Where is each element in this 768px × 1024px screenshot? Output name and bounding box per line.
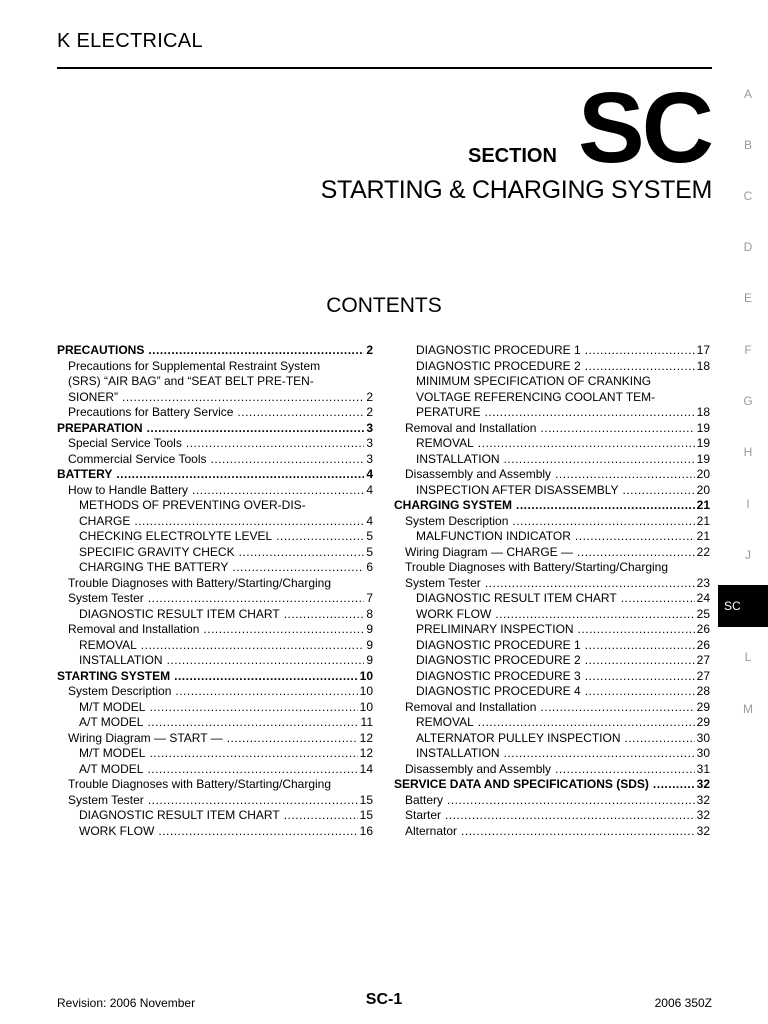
toc-entry[interactable] [57, 514, 373, 530]
toc-entry[interactable] [57, 607, 373, 623]
toc-entry-page: 10 [359, 668, 373, 683]
toc-entry-title: System Description [405, 513, 509, 528]
toc-leader-dots [175, 684, 357, 700]
toc-entry-title: DIAGNOSTIC PROCEDURE 4 [416, 684, 581, 698]
toc-entry-title: REMOVAL [416, 715, 474, 729]
toc-entry-page: 12 [359, 746, 373, 760]
toc-leader-dots [484, 405, 694, 421]
toc-entry[interactable] [394, 374, 710, 390]
toc-entry-page: 4 [366, 513, 373, 528]
toc-entry-title: DIAGNOSTIC RESULT ITEM CHART [79, 808, 280, 822]
toc-entry-page: 22 [696, 544, 710, 559]
toc-leader-dots [540, 421, 694, 437]
header-rule [57, 67, 712, 69]
toc-entry-title: STARTING SYSTEM [57, 668, 171, 683]
toc-entry[interactable] [394, 560, 710, 576]
toc-entry[interactable] [394, 359, 710, 375]
toc-entry[interactable] [394, 793, 710, 809]
toc-leader-dots [149, 700, 357, 716]
toc-entry[interactable] [394, 638, 710, 654]
section-index-letter[interactable]: J [745, 548, 751, 562]
toc-leader-dots [585, 684, 695, 700]
contents-heading: CONTENTS [326, 294, 442, 317]
toc-entry[interactable] [394, 653, 710, 669]
toc-entry[interactable] [394, 421, 710, 437]
section-index-letter[interactable]: L [744, 650, 752, 664]
toc-entry-title: MINIMUM SPECIFICATION OF CRANKING [416, 374, 652, 388]
toc-entry-page: 32 [696, 792, 710, 807]
toc-leader-dots [237, 405, 364, 421]
toc-entry-page: 21 [696, 529, 710, 543]
toc-entry-title: System Tester [405, 575, 481, 590]
toc-leader-dots [147, 715, 358, 731]
toc-entry-page: 19 [696, 451, 710, 466]
footer-page-number: SC-1 [365, 991, 403, 1008]
footer-revision: Revision: 2006 November [57, 996, 196, 1010]
toc-leader-dots [577, 545, 695, 561]
toc-entry[interactable] [394, 483, 710, 499]
toc-entry[interactable] [394, 591, 710, 607]
toc-entry[interactable] [57, 638, 373, 654]
toc-entry-page: 9 [366, 653, 373, 667]
toc-entry-page: 25 [696, 606, 710, 621]
toc-entry[interactable] [57, 529, 373, 545]
toc-leader-dots [148, 343, 364, 359]
toc-entry[interactable] [57, 653, 373, 669]
toc-entry[interactable] [57, 793, 373, 809]
toc-leader-dots [516, 498, 695, 514]
toc-entry[interactable] [394, 390, 710, 406]
toc-entry[interactable] [57, 498, 373, 514]
section-index-letter[interactable]: B [743, 138, 752, 152]
toc-entry[interactable] [394, 684, 710, 700]
toc-entry-title: INSTALLATION [79, 653, 163, 667]
toc-entry-title: System Tester [68, 792, 144, 807]
toc-leader-dots [585, 669, 695, 685]
toc-entry[interactable] [57, 746, 373, 762]
toc-entry[interactable] [57, 467, 373, 483]
toc-entry-title: CHARGING SYSTEM [394, 498, 513, 512]
toc-leader-dots [211, 452, 365, 468]
toc-entry[interactable] [57, 343, 373, 359]
section-index-letter[interactable]: C [743, 189, 753, 203]
toc-leader-dots [555, 762, 695, 778]
toc-entry-title: DIAGNOSTIC PROCEDURE 2 [416, 358, 581, 373]
toc-entry-title: REMOVAL [416, 436, 474, 450]
toc-entry-title: DIAGNOSTIC PROCEDURE 3 [416, 668, 581, 683]
toc-entry[interactable] [394, 343, 710, 359]
toc-leader-dots [203, 622, 364, 638]
toc-entry[interactable] [394, 700, 710, 716]
toc-entry-page: 31 [696, 761, 710, 776]
toc-entry-title: VOLTAGE REFERENCING COOLANT TEM- [416, 389, 656, 404]
toc-entry-title: A/T MODEL [79, 761, 144, 776]
toc-leader-dots [134, 514, 364, 530]
toc-entry[interactable] [57, 669, 373, 685]
toc-entry-page: 17 [696, 343, 710, 357]
section-label: SECTION [468, 145, 557, 167]
toc-entry[interactable] [57, 390, 373, 406]
toc-entry-page: 19 [696, 420, 710, 435]
toc-entry-page: 11 [360, 715, 373, 729]
toc-entry-title: Wiring Diagram — START — [68, 730, 223, 745]
toc-entry-page: 16 [359, 823, 373, 838]
toc-left-column [57, 343, 373, 839]
toc-entry-page: 26 [696, 637, 710, 652]
toc-entry-page: 2 [366, 389, 373, 404]
toc-entry-page: 10 [359, 699, 373, 714]
toc-leader-dots [284, 808, 358, 824]
toc-leader-dots [148, 793, 358, 809]
toc-entry-title: System Tester [68, 591, 144, 605]
toc-entry-title: Disassembly and Assembly [405, 761, 552, 776]
toc-entry-title: ALTERNATOR PULLEY INSPECTION [416, 730, 621, 745]
toc-entry-title: Removal and Installation [405, 699, 537, 714]
section-code: SC [578, 72, 711, 184]
toc-leader-dots [540, 700, 694, 716]
toc-entry-title: METHODS OF PREVENTING OVER-DIS- [79, 498, 306, 512]
toc-right-column [394, 343, 710, 839]
toc-entry[interactable] [394, 405, 710, 421]
toc-entry[interactable] [394, 607, 710, 623]
toc-entry-page: 3 [366, 420, 373, 435]
toc-leader-dots [512, 514, 694, 530]
toc-entry[interactable] [394, 514, 710, 530]
toc-entry-title: PRECAUTIONS [57, 343, 145, 357]
toc-leader-dots [578, 622, 695, 638]
toc-entry-title: Special Service Tools [68, 436, 182, 450]
toc-leader-dots [239, 545, 365, 561]
toc-entry-page: 2 [366, 343, 373, 357]
toc-entry-title: Trouble Diagnoses with Battery/Starting/Charging [68, 777, 332, 791]
toc-entry-title: (SRS) “AIR BAG” and “SEAT BELT PRE-TEN- [68, 374, 314, 388]
toc-entry-title: Battery [405, 792, 444, 807]
toc-entry[interactable] [394, 762, 710, 778]
toc-leader-dots [575, 529, 695, 545]
toc-entry[interactable] [394, 467, 710, 483]
toc-leader-dots [227, 731, 358, 747]
toc-entry-title: REMOVAL [79, 637, 137, 652]
toc-leader-dots [186, 436, 364, 452]
toc-entry-title: Removal and Installation [405, 420, 537, 435]
toc-entry-title: WORK FLOW [79, 823, 155, 838]
toc-entry[interactable] [394, 824, 710, 840]
toc-entry[interactable] [394, 622, 710, 638]
toc-leader-dots [147, 762, 357, 778]
toc-entry-page: 8 [366, 606, 373, 621]
toc-entry-page: 6 [366, 560, 373, 574]
toc-entry[interactable] [57, 545, 373, 561]
toc-entry[interactable] [57, 731, 373, 747]
toc-entry-title: Trouble Diagnoses with Battery/Starting/Charging [68, 575, 332, 590]
toc-entry-page: 21 [696, 513, 710, 528]
toc-entry-page: 30 [696, 730, 710, 745]
toc-entry-page: 32 [696, 823, 710, 838]
toc-entry-page: 10 [359, 684, 373, 698]
toc-entry-title: M/T MODEL [79, 746, 146, 760]
toc-entry[interactable] [57, 777, 373, 793]
toc-entry-title: System Description [68, 684, 172, 698]
toc-entry-page: 27 [696, 653, 710, 667]
toc-entry[interactable] [57, 700, 373, 716]
toc-entry[interactable] [57, 359, 373, 375]
toc-leader-dots [585, 343, 695, 359]
toc-entry-page: 4 [366, 467, 373, 481]
toc-entry[interactable] [57, 591, 373, 607]
toc-leader-dots [232, 560, 364, 576]
toc-entry-title: INSPECTION AFTER DISASSEMBLY [416, 482, 619, 497]
toc-entry-page: 5 [366, 544, 373, 559]
toc-entry-page: 27 [696, 668, 710, 683]
toc-entry[interactable] [394, 715, 710, 731]
toc-entry-title: Alternator [405, 823, 458, 838]
toc-entry-page: 21 [696, 498, 710, 512]
toc-entry-page: 15 [359, 792, 373, 807]
toc-leader-dots [167, 653, 365, 669]
toc-entry[interactable] [394, 498, 710, 514]
section-index-active-tab[interactable]: SC [718, 585, 768, 627]
toc-entry-page: 5 [366, 529, 373, 543]
toc-entry-page: 19 [696, 436, 710, 450]
toc-entry-title: MALFUNCTION INDICATOR [416, 529, 571, 543]
toc-entry-page: 2 [366, 405, 373, 419]
toc-entry-title: PREPARATION [57, 420, 143, 435]
toc-entry-page: 15 [359, 808, 373, 822]
toc-leader-dots [585, 359, 695, 375]
toc-leader-dots [653, 777, 695, 793]
toc-leader-dots [495, 607, 694, 623]
toc-entry-page: 9 [366, 622, 373, 636]
toc-entry[interactable] [57, 762, 373, 778]
toc-entry[interactable] [57, 374, 373, 390]
toc-entry[interactable] [57, 560, 373, 576]
toc-entry-title: SERVICE DATA AND SPECIFICATIONS (SDS) [394, 777, 649, 791]
toc-entry-page: 28 [696, 684, 710, 698]
toc-entry[interactable] [57, 824, 373, 840]
toc-entry-page: 24 [696, 591, 710, 605]
toc-leader-dots [149, 746, 357, 762]
toc-entry[interactable] [394, 452, 710, 468]
section-index-letter[interactable]: E [743, 291, 752, 305]
toc-leader-dots [445, 808, 695, 824]
section-index-letter[interactable]: M [743, 702, 753, 716]
toc-leader-dots [504, 452, 695, 468]
toc-entry-page: 18 [696, 405, 710, 419]
section-index-tabs [728, 0, 768, 1024]
toc-entry-page: 7 [366, 591, 373, 605]
toc-entry-title: SPECIFIC GRAVITY CHECK [79, 544, 235, 559]
toc-entry[interactable] [394, 576, 710, 592]
toc-entry-page: 9 [366, 637, 373, 652]
toc-leader-dots [116, 467, 364, 483]
toc-entry-page: 20 [696, 482, 710, 497]
toc-entry-title: WORK FLOW [416, 606, 492, 621]
toc-entry-title: BATTERY [57, 467, 113, 481]
toc-leader-dots [478, 436, 695, 452]
toc-entry-page: 14 [359, 761, 373, 776]
toc-leader-dots [585, 653, 695, 669]
toc-entry-title: DIAGNOSTIC PROCEDURE 1 [416, 637, 581, 652]
section-title: STARTING & CHARGING SYSTEM [320, 176, 712, 204]
toc-leader-dots [158, 824, 357, 840]
toc-entry-title: PERATURE [416, 405, 481, 419]
toc-entry[interactable] [57, 421, 373, 437]
toc-entry-page: 32 [696, 808, 710, 822]
toc-entry-title: Precautions for Supplemental Restraint System [68, 358, 321, 373]
toc-leader-dots [585, 638, 695, 654]
toc-entry-title: A/T MODEL [79, 715, 144, 729]
toc-entry-title: DIAGNOSTIC RESULT ITEM CHART [79, 606, 280, 621]
toc-leader-dots [284, 607, 365, 623]
toc-entry-page: 20 [696, 467, 710, 481]
toc-entry-title: CHARGE [79, 513, 131, 528]
toc-leader-dots [478, 715, 695, 731]
toc-leader-dots [141, 638, 365, 654]
toc-entry[interactable] [57, 483, 373, 499]
toc-leader-dots [555, 467, 695, 483]
toc-entry-page: 29 [696, 699, 710, 714]
toc-entry[interactable] [57, 808, 373, 824]
toc-leader-dots [504, 746, 695, 762]
toc-entry[interactable] [394, 436, 710, 452]
toc-leader-dots [625, 731, 695, 747]
section-index-letter[interactable]: I [746, 497, 750, 511]
section-index-letter[interactable]: G [743, 394, 753, 408]
toc-entry-title: INSTALLATION [416, 451, 500, 466]
toc-entry-page: 26 [696, 622, 710, 636]
toc-entry-title: CHECKING ELECTROLYTE LEVEL [79, 529, 273, 543]
toc-entry[interactable] [57, 576, 373, 592]
toc-entry-title: How to Handle Battery [68, 482, 189, 497]
toc-entry-page: 3 [366, 436, 373, 450]
toc-entry-page: 29 [696, 715, 710, 729]
toc-entry[interactable] [394, 731, 710, 747]
toc-entry-title: Trouble Diagnoses with Battery/Starting/Charging [405, 560, 669, 574]
toc-entry[interactable] [57, 684, 373, 700]
toc-entry-page: 18 [696, 358, 710, 373]
toc-entry-title: DIAGNOSTIC PROCEDURE 2 [416, 653, 581, 667]
toc-entry[interactable] [394, 545, 710, 561]
toc-entry[interactable] [394, 777, 710, 793]
toc-entry-page: 32 [696, 777, 710, 791]
toc-entry-page: 4 [366, 482, 373, 497]
toc-entry[interactable] [57, 622, 373, 638]
toc-entry-title: INSTALLATION [416, 746, 500, 760]
toc-entry-title: M/T MODEL [79, 699, 146, 714]
toc-leader-dots [122, 390, 364, 406]
toc-leader-dots [447, 793, 695, 809]
toc-leader-dots [148, 591, 365, 607]
toc-entry[interactable] [394, 746, 710, 762]
toc-entry-title: Removal and Installation [68, 622, 200, 636]
toc-entry[interactable] [57, 452, 373, 468]
toc-entry-title: Commercial Service Tools [68, 451, 207, 466]
toc-entry[interactable] [57, 405, 373, 421]
toc-leader-dots [192, 483, 364, 499]
toc-leader-dots [621, 591, 695, 607]
toc-entry[interactable] [57, 715, 373, 731]
toc-entry-title: Precautions for Battery Service [68, 405, 234, 419]
section-group-title: K ELECTRICAL [57, 30, 203, 52]
section-index-letter[interactable]: D [743, 240, 753, 254]
toc-entry-page: 3 [366, 451, 373, 466]
toc-entry-page: 12 [359, 730, 373, 745]
toc-leader-dots [147, 421, 365, 437]
toc-leader-dots [485, 576, 695, 592]
toc-entry-title: PRELIMINARY INSPECTION [416, 622, 574, 636]
toc-entry-title: DIAGNOSTIC RESULT ITEM CHART [416, 591, 617, 605]
toc-entry[interactable] [394, 529, 710, 545]
toc-entry-title: Starter [405, 808, 442, 822]
toc-entry[interactable] [394, 669, 710, 685]
toc-entry[interactable] [57, 436, 373, 452]
toc-entry[interactable] [394, 808, 710, 824]
section-index-letter[interactable]: H [743, 445, 753, 459]
toc-leader-dots [461, 824, 695, 840]
toc-entry-title: Disassembly and Assembly [405, 467, 552, 481]
toc-entry-title: Wiring Diagram — CHARGE — [405, 544, 574, 559]
toc-entry-page: 23 [696, 575, 710, 590]
toc-leader-dots [623, 483, 695, 499]
section-index-letter[interactable]: A [743, 87, 752, 101]
footer-model: 2006 350Z [654, 996, 712, 1010]
toc-entry-title: SIONER” [68, 389, 119, 404]
toc-entry-page: 30 [696, 746, 710, 760]
section-index-letter[interactable]: F [744, 343, 752, 357]
toc-entry-title: CHARGING THE BATTERY [79, 560, 229, 574]
toc-leader-dots [276, 529, 364, 545]
toc-leader-dots [174, 669, 358, 685]
toc-entry-title: DIAGNOSTIC PROCEDURE 1 [416, 343, 581, 357]
